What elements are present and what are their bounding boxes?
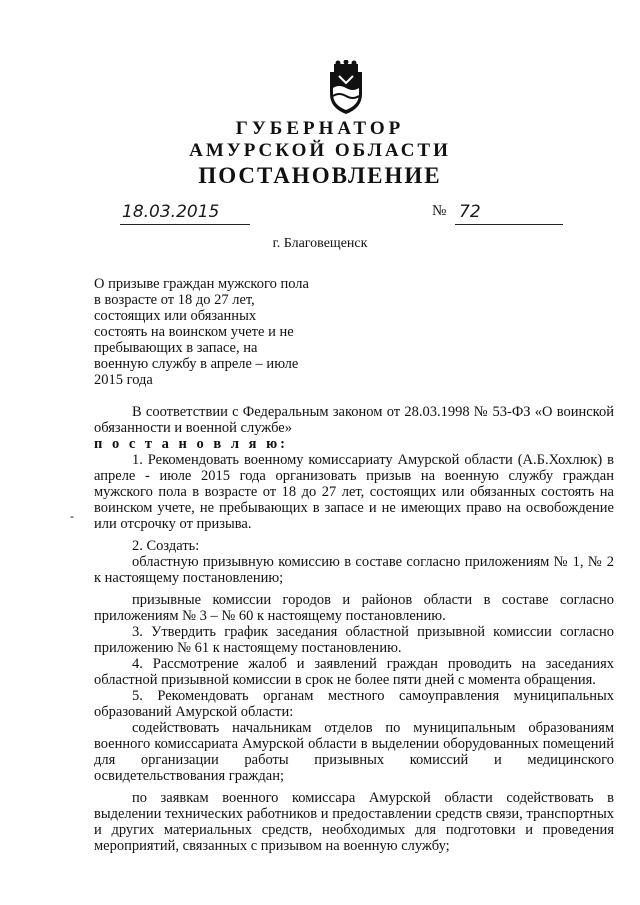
document-body — [94, 404, 614, 854]
city: г. Благовещенск — [272, 236, 368, 251]
document-number: 72 — [459, 202, 481, 222]
clause-2-item-2: призывные комиссии городов и районов области в составе согласно приложениям № 3 – № 60 к настоящему постановлению. — [94, 592, 614, 624]
coat-of-arms-emblem — [326, 60, 366, 116]
header-title-region: АМУРСКОЙ ОБЛАСТИ — [189, 140, 451, 161]
clause-4: 4. Рассмотрение жалоб и заявлений граждан проводить на заседаниях областной призывной комиссии в срок не более пяти дней с момента обращения. — [94, 656, 614, 688]
clause-5-item-2: по заявкам военного комиссара Амурской области содействовать в выделении технических работников и предоставлении средств связи, транспортных и других материальных средств, необходимых для подготовки и проведения мероприятий, связанных с призывом на военную службу; — [94, 790, 614, 854]
clause-1: 1. Рекомендовать военному комиссариату Амурской области (А.Б.Хохлюк) в апреле - июле 2015 года организовать призыв на военную службу граждан мужского пола в возрасте от 18 до 27 лет, состоящих или обязанных состоять на воинском учете, не пребывающих в запасе и не имеющих право на освобождение или отсрочку от призыва. — [94, 452, 614, 532]
number-label: № — [432, 203, 447, 219]
clause-5-item-1: содействовать начальникам отделов по муниципальным образованиям военного комиссариата Амурской области в выделении оборудованных помещений для организации работы призывных комиссий и медицинского освидетельствования граждан; — [94, 720, 614, 784]
clause-2-item-1: областную призывную комиссию в составе согласно приложениям № 1, № 2 к настоящему постановлению; — [94, 554, 614, 586]
clause-5: 5. Рекомендовать органам местного самоуправления муниципальных образований Амурской области: — [94, 688, 614, 720]
margin-mark: - — [70, 509, 74, 523]
subject-line: военную службу в апреле – июле — [94, 356, 299, 372]
subject-line: состоящих или обязанных — [94, 308, 257, 324]
document-type: ПОСТАНОВЛЕНИЕ — [198, 163, 442, 188]
subject-line: пребывающих в запасе, на — [94, 340, 258, 356]
subject-line: состоять на воинском учете и не — [94, 324, 294, 340]
document-subject — [94, 276, 324, 388]
clause-2: 2. Создать: — [132, 538, 200, 554]
clause-3: 3. Утвердить график заседания областной призывной комиссии согласно приложению № 61 к настоящему постановлению. — [94, 624, 614, 656]
document-date: 18.03.2015 — [122, 202, 220, 222]
subject-line: в возрасте от 18 до 27 лет, — [94, 292, 255, 308]
subject-line: 2015 года — [94, 372, 153, 388]
subject-line: О призыве граждан мужского пола — [94, 276, 309, 292]
header-title-governor: ГУБЕРНАТОР — [235, 118, 405, 139]
document-number-field — [455, 202, 563, 225]
preamble: В соответствии с Федеральным законом от 28.03.1998 № 53-ФЗ «О воинской обязанности и военной службе» — [94, 404, 614, 436]
document-date-field — [120, 202, 250, 225]
decree-word: п о с т а н о в л я ю: — [94, 436, 288, 452]
